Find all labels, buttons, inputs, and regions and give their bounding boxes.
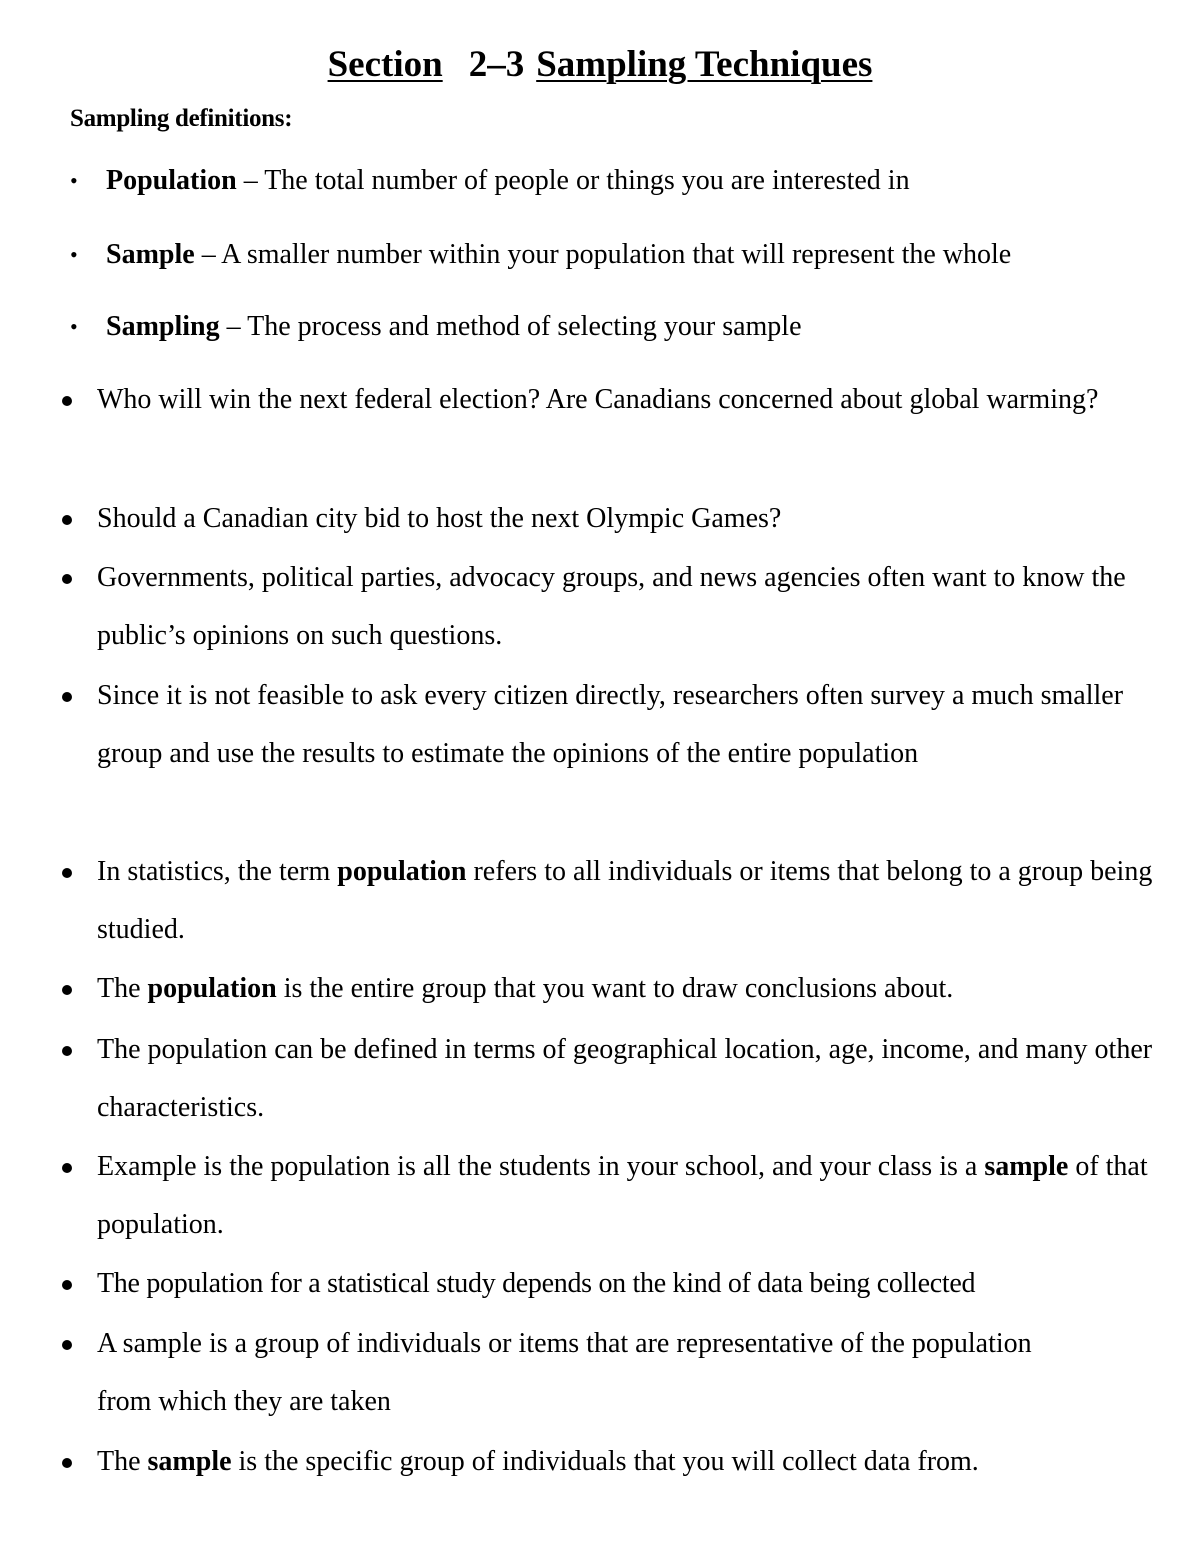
page-title — [0, 40, 1200, 90]
list-item: Governments, political parties, advocacy groups, and news agencies often want to know the public’s opinions on such questions. — [0, 549, 1180, 665]
list-item: The population is the entire group that you want to draw conclusions about. — [0, 960, 1180, 1018]
bullet-dot-icon: • — [70, 168, 78, 193]
bullet-dot-icon: • — [70, 314, 78, 339]
bullet-icon — [62, 1458, 72, 1468]
list-item: Should a Canadian city bid to host the next Olympic Games? — [0, 490, 1180, 548]
bullet-icon — [62, 515, 72, 525]
title-section-word: Section — [327, 44, 443, 85]
list-item: The population for a statistical study depends on the kind of data being collected — [0, 1255, 1180, 1313]
bullet-icon — [62, 1280, 72, 1290]
bullet-icon — [62, 692, 72, 702]
bullet-dot-icon: • — [70, 242, 78, 267]
bullet-icon — [62, 396, 72, 406]
definition-text: – A smaller number within your population that will represent the whole — [194, 239, 1012, 270]
bullet-icon — [62, 1163, 72, 1173]
list-item: Since it is not feasible to ask every citizen directly, researchers often survey a much smaller group and use the results to estimate the opinions of the entire population — [0, 667, 1180, 783]
bullet-icon — [62, 985, 72, 995]
bullet-icon — [62, 1046, 72, 1056]
definition-term: Sample — [106, 239, 195, 270]
definition-text: – The process and method of selecting your sample — [219, 311, 802, 342]
title-section-number: 2–3 — [468, 44, 525, 85]
title-section-name: Sampling Techniques — [536, 44, 873, 85]
list-item: Who will win the next federal election? Are Canadians concerned about global warming? — [0, 371, 1180, 429]
list-item: A sample is a group of individuals or items that are representative of the population from which they are taken — [0, 1315, 1180, 1431]
list-item: In statistics, the term population refers to all individuals or items that belong to a group being studied. — [0, 843, 1180, 959]
bullet-icon — [62, 1340, 72, 1350]
list-item: The sample is the specific group of individuals that you will collect data from. — [0, 1433, 1180, 1491]
bullet-icon — [62, 574, 72, 584]
list-item: The population can be defined in terms of geographical location, age, income, and many other characteristics. — [0, 1021, 1180, 1137]
definition-term: Population — [106, 165, 237, 196]
list-item: Example is the population is all the students in your school, and your class is a sample of that population. — [0, 1138, 1180, 1254]
definition-term: Sampling — [106, 311, 220, 342]
subheading: Sampling definitions: — [70, 105, 293, 132]
definition-text: – The total number of people or things you are interested in — [236, 165, 910, 196]
bullet-icon — [62, 868, 72, 878]
